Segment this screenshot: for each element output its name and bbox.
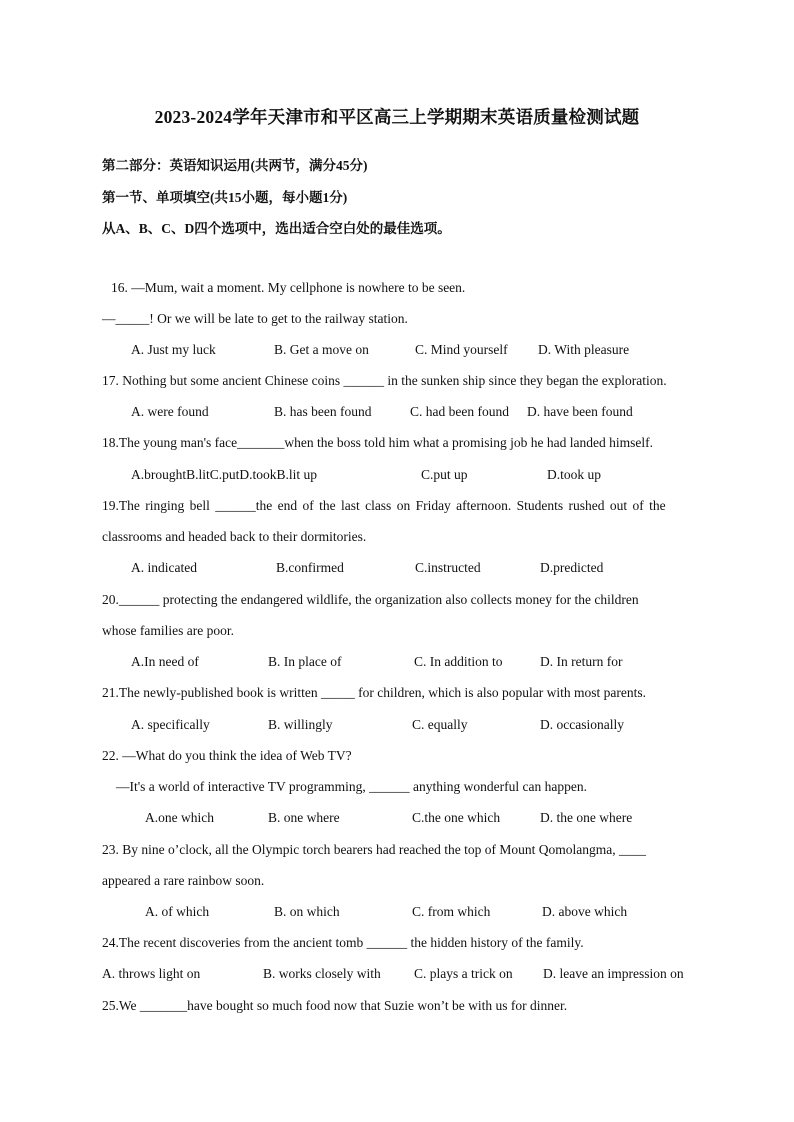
question-18-option-c: C.put up	[421, 467, 468, 482]
question-18-option-a: A.broughtB.litC.putD.tookB.lit up	[131, 467, 318, 482]
question-22-option-a: A.one which	[145, 810, 214, 825]
question-18-stem: 18.The young man's face_______when the boss told him what a promising job he had landed himself.	[102, 435, 653, 450]
question-16-stem: 16. —Mum, wait a moment. My cellphone is nowhere to be seen.	[111, 280, 466, 295]
question-17-stem: 17. Nothing but some ancient Chinese coins ______ in the sunken ship since they began the exploration.	[102, 373, 667, 388]
question-20-option-d: D. In return for	[540, 654, 623, 669]
question-20-option-b: B. In place of	[268, 654, 342, 669]
question-24-option-d: D. leave an impression on	[543, 966, 684, 981]
question-19-option-c: C.instructed	[415, 560, 481, 575]
section-heading: 第一节、单项填空(共15小题，每小题1分)	[102, 190, 348, 205]
question-22-option-d: D. the one where	[540, 810, 633, 825]
question-24-stem: 24.The recent discoveries from the ancient tomb ______ the hidden history of the family.	[102, 935, 584, 950]
question-22-stem: 22. —What do you think the idea of Web TV?	[102, 748, 352, 763]
question-19-option-a: A. indicated	[131, 560, 197, 575]
question-18-option-d: D.took up	[547, 467, 601, 482]
question-17-option-d: D. have been found	[527, 404, 633, 419]
question-20-stem-2: whose families are poor.	[102, 623, 234, 638]
page-title: 2023-2024学年天津市和平区高三上学期期末英语质量检测试题	[154, 107, 640, 127]
question-23-stem: 23. By nine o’clock, all the Olympic torch bearers had reached the top of Mount Qomolangma, ____	[102, 842, 646, 857]
question-19-stem: 19.The ringing bell ______the end of the last class on Friday afternoon. Students rushed out of the	[102, 498, 666, 513]
question-19-option-d: D.predicted	[540, 560, 604, 575]
question-16-stem-2: —_____! Or we will be late to get to the railway station.	[102, 311, 408, 326]
question-23-option-b: B. on which	[274, 904, 340, 919]
instruction-text: 从A、B、C、D四个选项中，选出适合空白处的最佳选项。	[102, 221, 451, 236]
question-21-option-b: B. willingly	[268, 717, 333, 732]
question-22-option-c: C.the one which	[412, 810, 501, 825]
question-21-option-d: D. occasionally	[540, 717, 624, 732]
question-19-stem-2: classrooms and headed back to their dormitories.	[102, 529, 367, 544]
question-16-option-d: D. With pleasure	[538, 342, 630, 357]
question-23-option-d: D. above which	[542, 904, 628, 919]
question-21-option-c: C. equally	[412, 717, 468, 732]
question-20-option-a: A.In need of	[131, 654, 199, 669]
question-19-option-b: B.confirmed	[276, 560, 344, 575]
question-17-option-a: A. were found	[131, 404, 209, 419]
question-22-option-b: B. one where	[268, 810, 340, 825]
question-20-stem: 20.______ protecting the endangered wildlife, the organization also collects money for the children	[102, 592, 639, 607]
question-17-option-b: B. has been found	[274, 404, 372, 419]
question-16-option-a: A. Just my luck	[131, 342, 216, 357]
question-24-option-c: C. plays a trick on	[414, 966, 513, 981]
question-17-option-c: C. had been found	[410, 404, 509, 419]
question-24-option-a: A. throws light on	[102, 966, 201, 981]
question-23-stem-2: appeared a rare rainbow soon.	[102, 873, 265, 888]
question-24-option-b: B. works closely with	[263, 966, 381, 981]
question-21-stem: 21.The newly-published book is written _____ for children, which is also popular with most parents.	[102, 685, 647, 700]
question-22-stem-2: —It's a world of interactive TV programming, ______ anything wonderful can happen.	[116, 779, 587, 794]
question-21-option-a: A. specifically	[131, 717, 210, 732]
question-16-option-c: C. Mind yourself	[415, 342, 508, 357]
question-16-option-b: B. Get a move on	[274, 342, 369, 357]
question-23-option-a: A. of which	[145, 904, 210, 919]
question-23-option-c: C. from which	[412, 904, 491, 919]
question-20-option-c: C. In addition to	[414, 654, 503, 669]
part-heading: 第二部分：英语知识运用(共两节，满分45分)	[102, 158, 368, 173]
question-25-stem: 25.We _______have bought so much food now that Suzie won’t be with us for dinner.	[102, 998, 568, 1013]
